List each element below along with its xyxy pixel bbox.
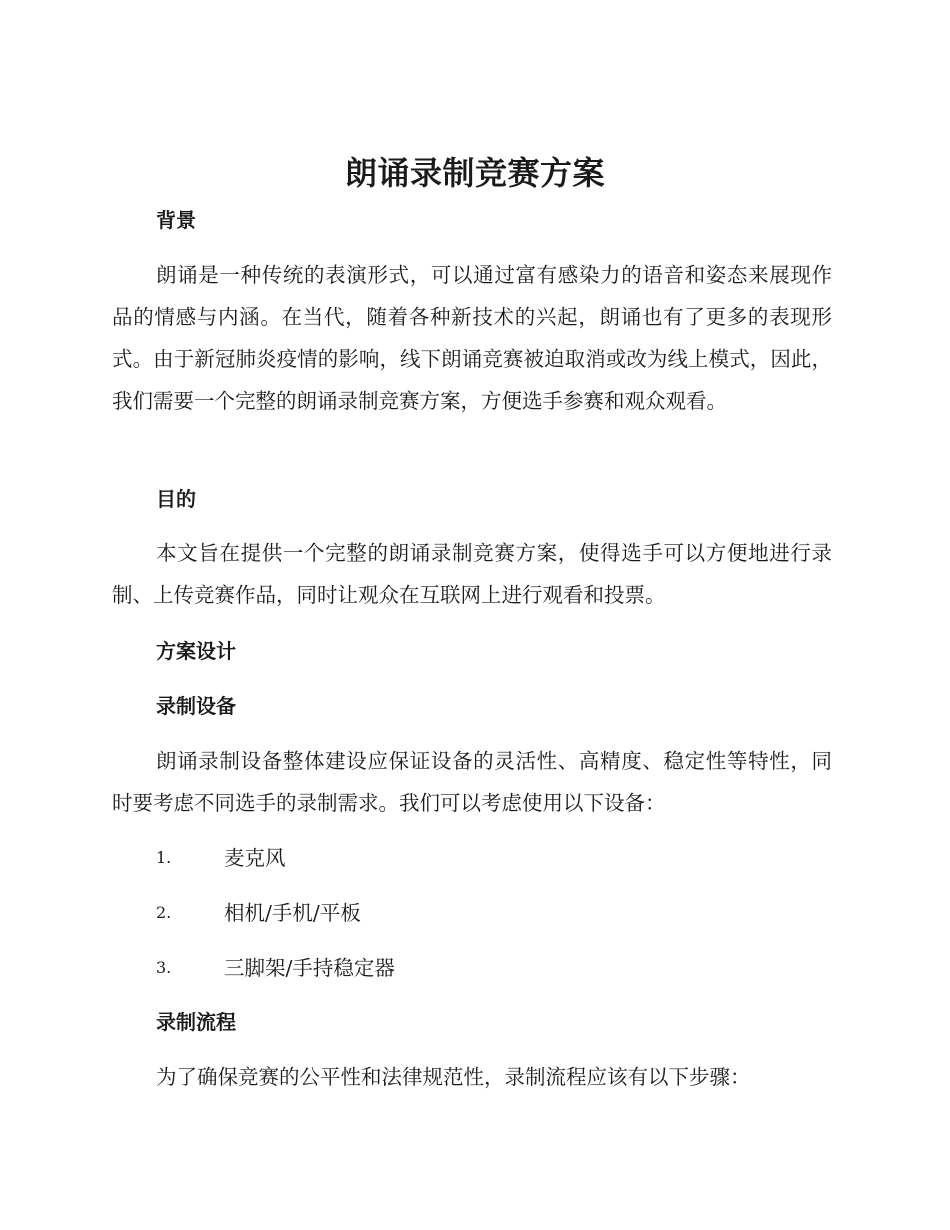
heading-purpose: 目的 bbox=[156, 487, 196, 511]
list-item bbox=[156, 898, 756, 928]
list-item bbox=[156, 953, 756, 983]
list-item-text: 相机/手机/平板 bbox=[224, 901, 361, 925]
document-title: 朗诵录制竞赛方案 bbox=[344, 154, 605, 192]
heading-process: 录制流程 bbox=[156, 1010, 236, 1034]
list-item-number: 1. bbox=[156, 848, 172, 867]
paragraph-equipment: 朗诵录制设备整体建设应保证设备的灵活性、高精度、稳定性等特性，同时要考虑不同选手的录制需求。我们可以考虑使用以下设备： bbox=[112, 749, 832, 815]
heading-equipment: 录制设备 bbox=[156, 694, 236, 718]
list-item-text: 三脚架/手持稳定器 bbox=[224, 956, 395, 980]
list-item bbox=[156, 843, 756, 873]
list-item-text: 麦克风 bbox=[224, 846, 286, 870]
paragraph-purpose: 本文旨在提供一个完整的朗诵录制竞赛方案，使得选手可以方便地进行录制、上传竞赛作品，同时让观众在互联网上进行观看和投票。 bbox=[112, 541, 832, 607]
paragraph-process: 为了确保竞赛的公平性和法律规范性，录制流程应该有以下步骤： bbox=[156, 1065, 751, 1089]
list-item-number: 2. bbox=[156, 903, 172, 922]
paragraph-background: 朗诵是一种传统的表演形式，可以通过富有感染力的语音和姿态来展现作品的情感与内涵。在当代，随着各种新技术的兴起，朗诵也有了更多的表现形式。由于新冠肺炎疫情的影响，线下朗诵竞赛被迫取消或改为线上模式，因此，我们需要一个完整的朗诵录制竞赛方案，方便选手参赛和观众观看。 bbox=[112, 263, 832, 413]
heading-background: 背景 bbox=[156, 208, 196, 232]
list-item-number: 3. bbox=[156, 958, 172, 977]
heading-design: 方案设计 bbox=[156, 639, 236, 663]
